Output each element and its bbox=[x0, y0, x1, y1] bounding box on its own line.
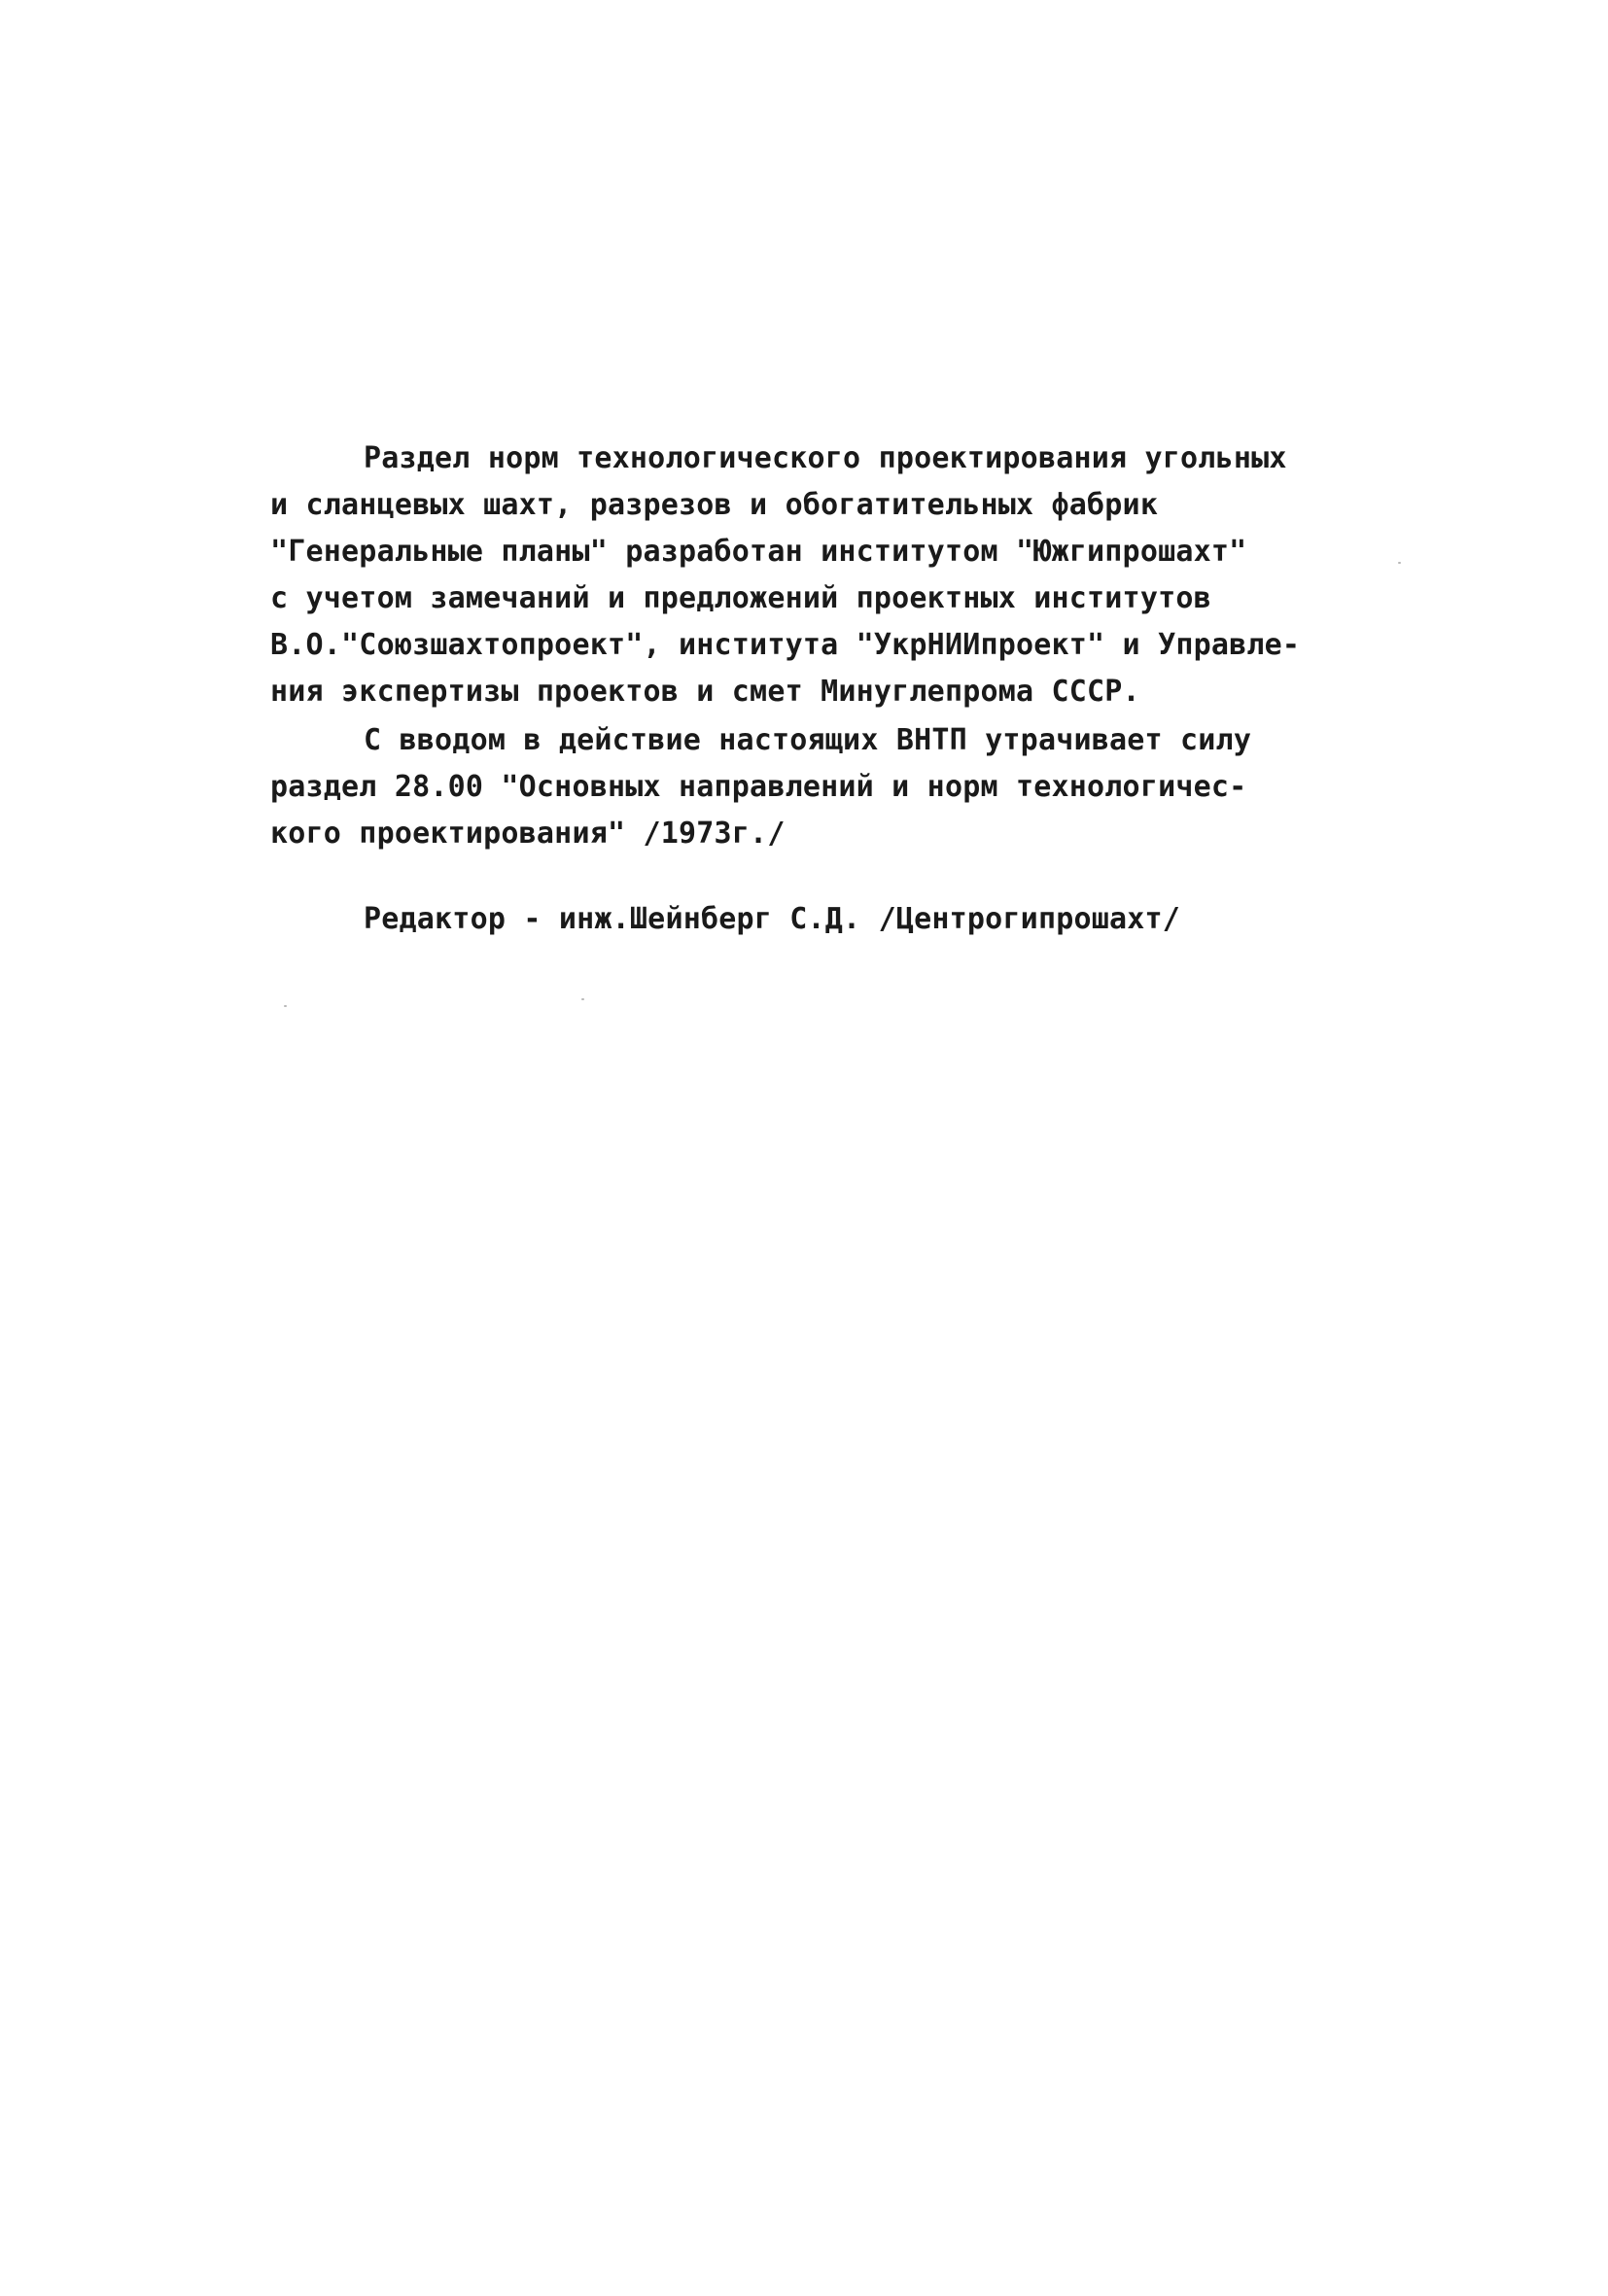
scan-speck bbox=[1398, 562, 1401, 564]
paragraph-1-line-4: с учетом замечаний и предложений проектных институтов bbox=[270, 581, 1211, 615]
paragraph-1-line-5: В.О."Союзшахтопроект", института "УкрНИИпроект" и Управле- bbox=[270, 628, 1301, 662]
paragraph-1-line-2: и сланцевых шахт, разрезов и обогатительных фабрик bbox=[270, 488, 1159, 522]
paragraph-1-line-6: ния экспертизы проектов и смет Минуглепрома СССР. bbox=[270, 675, 1140, 709]
paragraph-2-line-2: раздел 28.00 "Основных направлений и норм технологичес- bbox=[270, 770, 1247, 804]
editor-line: Редактор - инж.Шейнберг С.Д. /Центрогипрошахт/ bbox=[364, 902, 1181, 936]
scan-speck bbox=[581, 998, 584, 1000]
paragraph-2-line-3: кого проектирования" /1973г./ bbox=[270, 817, 786, 851]
paragraph-2-line-1: С вводом в действие настоящих ВНТП утрачивает силу bbox=[364, 723, 1252, 757]
paragraph-1-line-3: "Генеральные планы" разработан институтом "Южгипрошахт" bbox=[270, 535, 1247, 569]
paragraph-1-line-1: Раздел норм технологического проектирования угольных bbox=[364, 441, 1287, 475]
scan-speck bbox=[284, 1005, 287, 1007]
